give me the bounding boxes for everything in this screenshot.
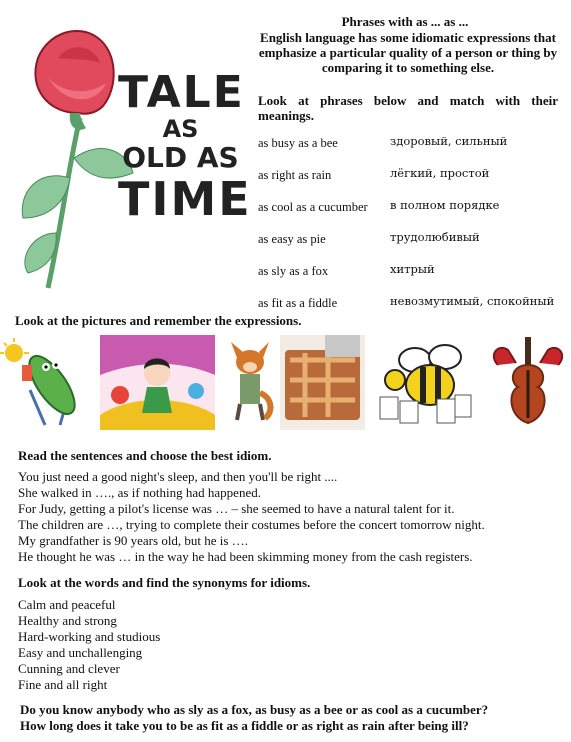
meaning-item: трудолюбивый [390, 230, 480, 244]
busy-girl-picture [100, 335, 215, 430]
phrase-item: as sly as a fox [258, 264, 329, 278]
synonym-item: Cunning and clever [18, 661, 120, 676]
meaning-item: невозмутимый, спокойный [390, 294, 555, 308]
task-sentences: Read the sentences and choose the best idiom. [18, 448, 272, 463]
sentence-item: You just need a good night's sleep, and then you'll be right .... [18, 469, 338, 484]
phrase-item: as busy as a bee [258, 136, 338, 150]
logo-line-1: TALE [118, 67, 245, 118]
sentence-item: The children are …, trying to complete their costumes before the concert tomorrow night. [18, 517, 485, 532]
fiddle-picture [488, 335, 568, 430]
phrase-item: as right as rain [258, 168, 332, 182]
synonym-item: Easy and unchallenging [18, 645, 143, 660]
task-synonyms: Look at the words and find the synonyms for idioms. [18, 575, 311, 590]
synonym-item: Calm and peaceful [18, 597, 116, 612]
tale-logo [118, 67, 252, 226]
fox-picture [225, 338, 275, 423]
task-match: Look at phrases below and match with their meanings. [258, 93, 558, 123]
task-pictures: Look at the pictures and remember the expressions. [15, 313, 302, 328]
synonym-item: Hard-working and studious [18, 629, 161, 644]
sentence-item: My grandfather is 90 years old, but he is …. [18, 533, 248, 548]
meaning-item: здоровый, сильный [390, 134, 508, 148]
meaning-item: в полном порядке [390, 198, 500, 212]
logo-line-2: AS [162, 115, 199, 143]
phrase-item: as easy as pie [258, 232, 326, 246]
meaning-item: лёгкий, простой [390, 166, 490, 180]
sentence-item: He thought he was … in the way he had been skimming money from the cash registers. [18, 549, 473, 564]
intro-text: English language has some idiomatic expressions that emphasize a particular quality of a person or thing by comparing it to something else. [258, 30, 558, 75]
sentence-item: She walked in …., as if nothing had happened. [18, 485, 261, 500]
meaning-item: хитрый [390, 262, 435, 276]
synonym-item: Fine and all right [18, 677, 108, 692]
page-title: Phrases with as ... as ... [341, 14, 469, 29]
phrase-item: as cool as a cucumber [258, 200, 368, 214]
sentence-item: For Judy, getting a pilot's license was … – she seemed to have a natural talent for it. [18, 501, 455, 516]
logo-line-4: TIME [118, 172, 252, 226]
logo-line-3: OLD AS [122, 141, 239, 174]
pie-picture [280, 335, 365, 430]
question-2: How long does it take you to be as fit as a fiddle or as right as rain after being ill? [20, 718, 469, 733]
synonym-item: Healthy and strong [18, 613, 117, 628]
question-1: Do you know anybody who as sly as a fox, as busy as a bee or as cool as a cucumber? [20, 702, 489, 717]
bee-picture [375, 335, 475, 430]
cucumber-picture [0, 335, 95, 430]
phrase-item: as fit as a fiddle [258, 296, 338, 310]
